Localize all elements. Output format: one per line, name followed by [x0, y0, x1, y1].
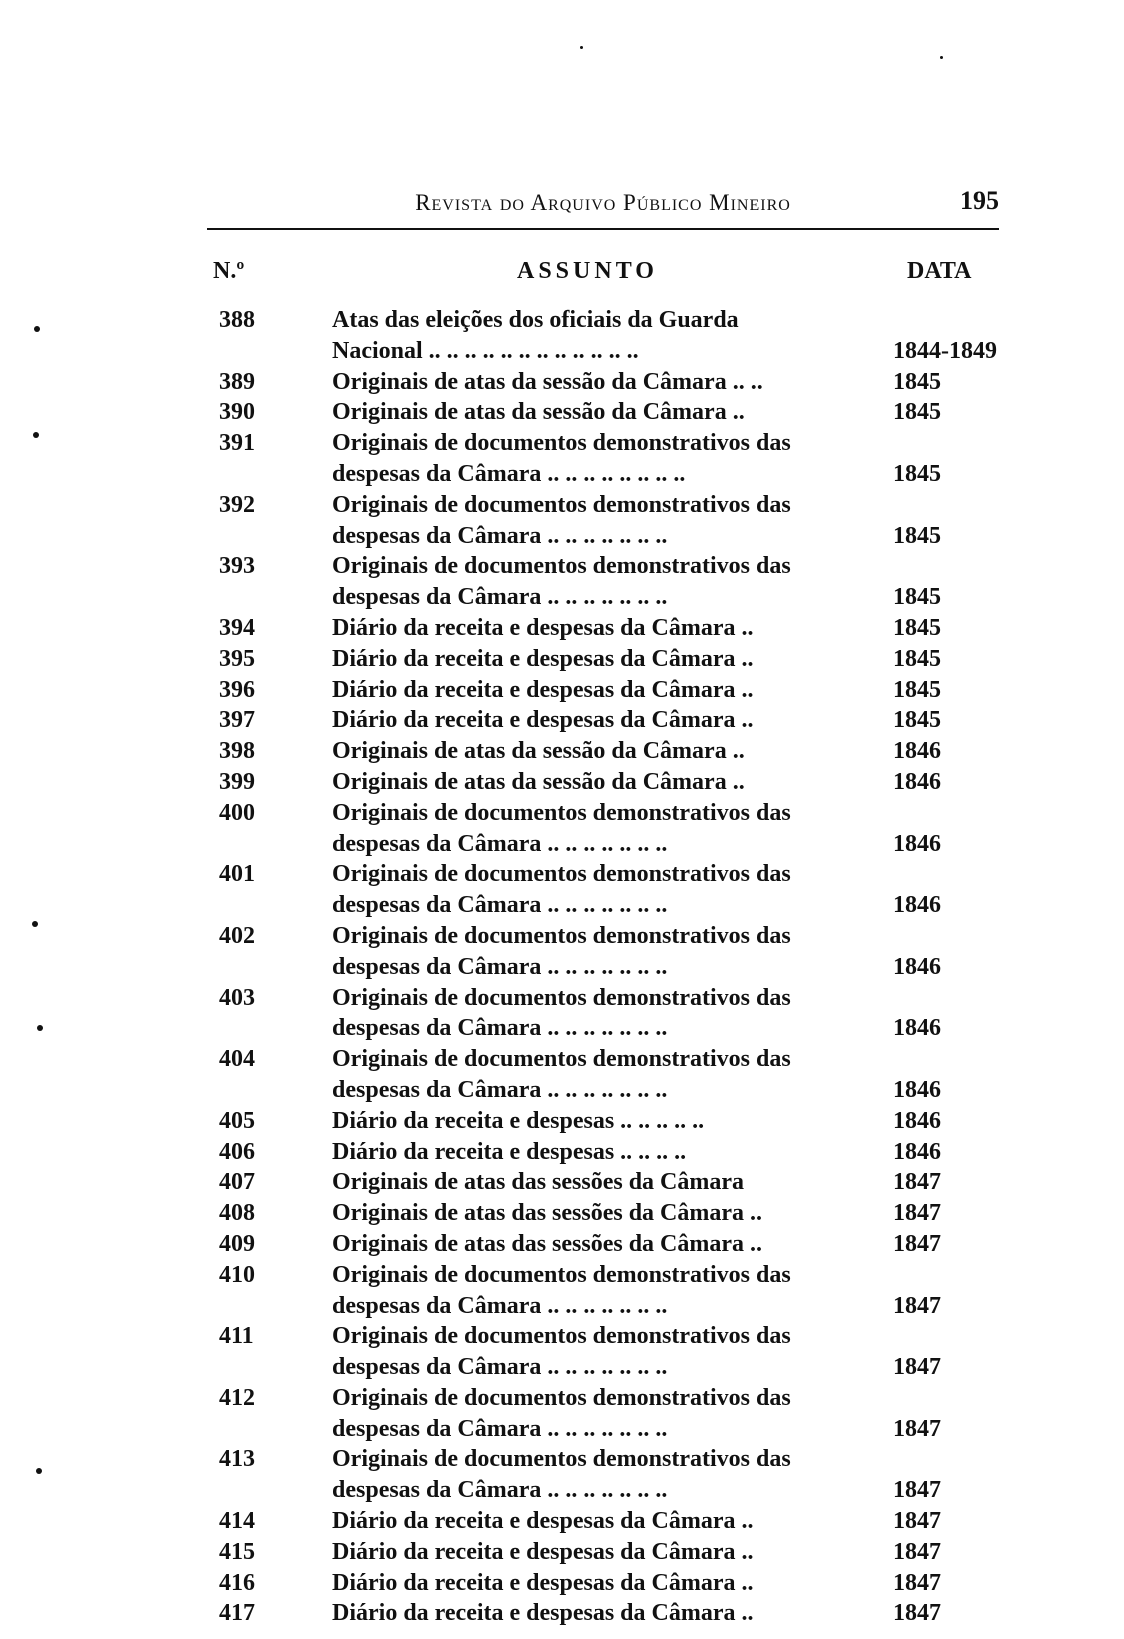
entry-subject-line: Originais de atas da sessão da Câmara ..	[332, 768, 745, 795]
entry-subject-line: Originais de atas da sessão da Câmara .. ..	[332, 368, 763, 395]
entry-subject-line: despesas da Câmara .. .. .. .. .. .. ..	[332, 1292, 668, 1319]
entry-subject-line: Originais de documentos demonstrativos das	[332, 861, 791, 888]
entry-date: 1846	[893, 1076, 941, 1103]
entry-subject	[332, 305, 857, 367]
header-rule	[207, 228, 999, 230]
entry-subject	[332, 1537, 857, 1568]
entry-subject-line: despesas da Câmara .. .. .. .. .. .. ..	[332, 830, 668, 857]
list-item	[207, 798, 999, 860]
entry-number: 414	[219, 1508, 255, 1535]
entry-subject-line: Originais de documentos demonstrativos das	[332, 430, 791, 457]
entry-subject	[332, 1167, 857, 1198]
entry-date: 1847	[893, 1600, 941, 1627]
entry-number: 395	[219, 645, 255, 672]
entry-subject	[332, 367, 857, 398]
list-item	[207, 1198, 999, 1229]
entry-subject-line: Diário da receita e despesas da Câmara ..	[332, 1569, 754, 1596]
entry-subject-line: despesas da Câmara .. .. .. .. .. .. ..	[332, 953, 668, 980]
entry-subject-line: Originais de documentos demonstrativos das	[332, 1261, 791, 1288]
entry-subject	[332, 613, 857, 644]
entry-number: 392	[219, 491, 255, 518]
entry-date: 1845	[893, 460, 941, 487]
entry-subject-line: despesas da Câmara .. .. .. .. .. .. ..	[332, 1477, 668, 1504]
entry-number: 401	[219, 861, 255, 888]
scan-speck	[33, 432, 39, 438]
entry-subject	[332, 551, 857, 613]
entry-date: 1847	[893, 1538, 941, 1565]
entry-subject-line: Diário da receita e despesas da Câmara ..	[332, 676, 754, 703]
entry-subject-line: Diário da receita e despesas da Câmara ..	[332, 1508, 754, 1535]
entry-subject	[332, 705, 857, 736]
entry-number: 403	[219, 984, 255, 1011]
entry-number: 393	[219, 553, 255, 580]
entry-number: 390	[219, 399, 255, 426]
list-item	[207, 675, 999, 706]
entry-subject	[332, 1260, 857, 1322]
entry-subject	[332, 675, 857, 706]
entry-subject	[332, 428, 857, 490]
entry-subject	[332, 767, 857, 798]
list-item	[207, 859, 999, 921]
entry-date: 1845	[893, 584, 941, 611]
entry-number: 415	[219, 1538, 255, 1565]
entry-subject-line: Originais de atas da sessão da Câmara ..	[332, 738, 745, 765]
entry-subject-line: Diário da receita e despesas da Câmara ..	[332, 1600, 754, 1627]
list-item	[207, 1598, 999, 1629]
entry-date: 1847	[893, 1569, 941, 1596]
page-number: 195	[960, 186, 999, 215]
list-item	[207, 428, 999, 490]
entry-date: 1845	[893, 368, 941, 395]
entry-number: 407	[219, 1169, 255, 1196]
entry-date: 1846	[893, 830, 941, 857]
entry-subject-line: Diário da receita e despesas .. .. .. .. ..	[332, 1107, 705, 1134]
list-item	[207, 1167, 999, 1198]
entry-number: 404	[219, 1046, 255, 1073]
scan-speck	[36, 1468, 42, 1474]
entry-subject-line: Diário da receita e despesas da Câmara ..	[332, 707, 754, 734]
entry-date: 1846	[893, 1107, 941, 1134]
entry-number: 400	[219, 799, 255, 826]
entry-number: 396	[219, 676, 255, 703]
entry-subject	[332, 1198, 857, 1229]
entry-date: 1847	[893, 1415, 941, 1442]
entry-subject-line: Originais de documentos demonstrativos das	[332, 1446, 791, 1473]
entry-date: 1846	[893, 738, 941, 765]
list-item	[207, 397, 999, 428]
scan-speck	[940, 56, 943, 59]
entry-subject-line: Originais de documentos demonstrativos das	[332, 1046, 791, 1073]
list-item	[207, 1444, 999, 1506]
entry-subject-line: despesas da Câmara .. .. .. .. .. .. ..	[332, 1415, 668, 1442]
list-item	[207, 305, 999, 367]
entry-subject	[332, 1568, 857, 1599]
entry-date: 1846	[893, 1138, 941, 1165]
column-headers	[207, 258, 999, 292]
entry-subject	[332, 921, 857, 983]
list-item	[207, 1229, 999, 1260]
entry-date: 1845	[893, 614, 941, 641]
scan-speck	[37, 1025, 43, 1031]
list-item	[207, 983, 999, 1045]
list-item	[207, 921, 999, 983]
entry-subject	[332, 1229, 857, 1260]
entry-subject	[332, 1598, 857, 1629]
entry-number: 397	[219, 707, 255, 734]
list-item	[207, 1537, 999, 1568]
entry-subject-line: despesas da Câmara .. .. .. .. .. .. ..	[332, 584, 668, 611]
entry-subject	[332, 1044, 857, 1106]
entry-subject-line: Diário da receita e despesas .. .. .. ..	[332, 1138, 687, 1165]
entry-subject	[332, 1137, 857, 1168]
entry-number: 417	[219, 1600, 255, 1627]
entry-subject-line: Originais de documentos demonstrativos das	[332, 922, 791, 949]
entry-number: 398	[219, 738, 255, 765]
entry-subject-line: Originais de atas da sessão da Câmara ..	[332, 399, 745, 426]
list-item	[207, 1260, 999, 1322]
list-item	[207, 1044, 999, 1106]
list-item	[207, 1106, 999, 1137]
list-item	[207, 1568, 999, 1599]
column-header-subject: ASSUNTO	[517, 258, 658, 284]
entry-number: 410	[219, 1261, 255, 1288]
entry-subject	[332, 1444, 857, 1506]
entry-number: 394	[219, 614, 255, 641]
entry-subject	[332, 859, 857, 921]
entry-number: 413	[219, 1446, 255, 1473]
entry-date: 1845	[893, 645, 941, 672]
entry-number: 409	[219, 1230, 255, 1257]
entry-subject-line: Diário da receita e despesas da Câmara ..	[332, 614, 754, 641]
entry-subject-line: despesas da Câmara .. .. .. .. .. .. .. ..	[332, 460, 686, 487]
entry-number: 408	[219, 1200, 255, 1227]
entry-number: 412	[219, 1384, 255, 1411]
entry-date: 1846	[893, 892, 941, 919]
entry-subject-line: despesas da Câmara .. .. .. .. .. .. ..	[332, 892, 668, 919]
entry-date: 1847	[893, 1230, 941, 1257]
entry-number: 405	[219, 1107, 255, 1134]
entry-list	[207, 305, 999, 1629]
entry-subject	[332, 983, 857, 1045]
entry-subject	[332, 1383, 857, 1445]
entry-subject-line: Originais de documentos demonstrativos das	[332, 1323, 791, 1350]
entry-subject-line: despesas da Câmara .. .. .. .. .. .. ..	[332, 1015, 668, 1042]
entry-subject-line: Diário da receita e despesas da Câmara ..	[332, 1538, 754, 1565]
list-item	[207, 551, 999, 613]
entry-subject	[332, 1506, 857, 1537]
entry-subject-line: Originais de documentos demonstrativos das	[332, 1384, 791, 1411]
entry-number: 406	[219, 1138, 255, 1165]
list-item	[207, 1506, 999, 1537]
entry-number: 411	[219, 1323, 254, 1350]
list-item	[207, 644, 999, 675]
entry-date: 1845	[893, 676, 941, 703]
running-head	[207, 186, 999, 226]
list-item	[207, 705, 999, 736]
entry-subject-line: Originais de atas das sessões da Câmara	[332, 1169, 745, 1196]
entry-subject	[332, 490, 857, 552]
entry-date: 1847	[893, 1200, 941, 1227]
journal-title: Revista do Arquivo Público Mineiro	[415, 190, 791, 215]
entry-number: 399	[219, 768, 255, 795]
entry-subject-line: despesas da Câmara .. .. .. .. .. .. ..	[332, 1354, 668, 1381]
entry-subject-line: Originais de documentos demonstrativos das	[332, 491, 791, 518]
entry-number: 388	[219, 307, 255, 333]
entry-subject-line: Originais de documentos demonstrativos das	[332, 984, 791, 1011]
entry-subject	[332, 644, 857, 675]
entry-number: 389	[219, 368, 255, 395]
entry-subject-line: Diário da receita e despesas da Câmara ..	[332, 645, 754, 672]
entry-date: 1845	[893, 522, 941, 549]
list-item	[207, 367, 999, 398]
entry-subject-line: despesas da Câmara .. .. .. .. .. .. ..	[332, 1076, 668, 1103]
list-item	[207, 736, 999, 767]
entry-date: 1847	[893, 1477, 941, 1504]
entry-date: 1846	[893, 768, 941, 795]
entry-number: 416	[219, 1569, 255, 1596]
entry-subject-line: despesas da Câmara .. .. .. .. .. .. ..	[332, 522, 668, 549]
entry-subject	[332, 397, 857, 428]
entry-subject-line: Originais de atas das sessões da Câmara ..	[332, 1230, 763, 1257]
list-item	[207, 1137, 999, 1168]
entry-subject-line: Nacional .. .. .. .. .. .. .. .. .. .. .. ..	[332, 337, 639, 364]
list-item	[207, 490, 999, 552]
scan-speck	[34, 326, 40, 332]
entry-date: 1844-1849	[893, 337, 997, 364]
entry-subject	[332, 1106, 857, 1137]
entry-subject-line: Originais de documentos demonstrativos das	[332, 799, 791, 826]
entry-subject-line: Originais de documentos demonstrativos das	[332, 553, 791, 580]
entry-subject-line: Originais de atas das sessões da Câmara ..	[332, 1200, 763, 1227]
entry-date: 1845	[893, 707, 941, 734]
list-item	[207, 1383, 999, 1445]
list-item	[207, 1321, 999, 1383]
entry-date: 1847	[893, 1169, 941, 1196]
entry-subject	[332, 736, 857, 767]
entry-subject	[332, 1321, 857, 1383]
entry-date: 1847	[893, 1354, 941, 1381]
entry-number: 391	[219, 430, 255, 457]
entry-subject	[332, 798, 857, 860]
scan-speck	[32, 921, 38, 927]
column-header-number: N.º	[213, 258, 245, 284]
column-header-date: DATA	[907, 258, 972, 284]
entry-date: 1847	[893, 1292, 941, 1319]
list-item	[207, 613, 999, 644]
entry-date: 1845	[893, 399, 941, 426]
list-item	[207, 767, 999, 798]
entry-subject-line: Atas das eleições dos oficiais da Guarda	[332, 307, 739, 333]
entry-date: 1847	[893, 1508, 941, 1535]
scan-speck	[580, 46, 583, 49]
entry-number: 402	[219, 922, 255, 949]
entry-date: 1846	[893, 953, 941, 980]
entry-date: 1846	[893, 1015, 941, 1042]
